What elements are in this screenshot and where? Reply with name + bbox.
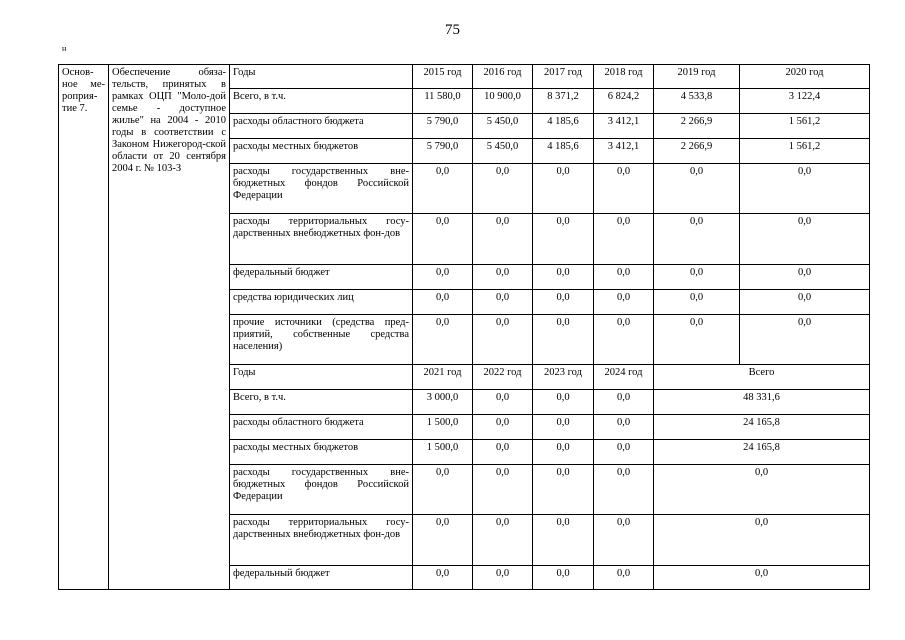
value-cell: 0,0	[594, 164, 654, 214]
value-cell: 10 900,0	[473, 89, 533, 114]
page-number: 75	[445, 22, 460, 38]
value-cell: 0,0	[740, 214, 870, 265]
row-label: расходы местных бюджетов	[230, 139, 413, 164]
value-cell: 0,0	[533, 440, 594, 465]
value-cell: 0,0	[654, 164, 740, 214]
year-header: 2023 год	[533, 365, 594, 390]
value-cell: 0,0	[473, 290, 533, 315]
value-cell: 3 000,0	[413, 390, 473, 415]
value-cell: 0,0	[473, 214, 533, 265]
value-cell: 4 185,6	[533, 114, 594, 139]
value-cell: 0,0	[654, 214, 740, 265]
year-header: 2017 год	[533, 65, 594, 89]
value-cell: 0,0	[740, 315, 870, 365]
row-label: расходы областного бюджета	[230, 415, 413, 440]
value-cell: 1 561,2	[740, 139, 870, 164]
total-cell: 48 331,6	[654, 390, 870, 415]
value-cell: 0,0	[533, 390, 594, 415]
value-cell: 5 450,0	[473, 114, 533, 139]
page-mark: н	[62, 44, 67, 53]
value-cell: 0,0	[473, 515, 533, 566]
measure-number-cell: Основ-ное ме-роприя-тие 7.	[59, 65, 109, 590]
value-cell: 0,0	[594, 214, 654, 265]
table-row	[59, 65, 870, 89]
value-cell: 0,0	[473, 315, 533, 365]
value-cell: 6 824,2	[594, 89, 654, 114]
value-cell: 1 500,0	[413, 440, 473, 465]
value-cell: 2 266,9	[654, 139, 740, 164]
value-cell: 0,0	[654, 315, 740, 365]
value-cell: 0,0	[413, 566, 473, 590]
budget-table	[58, 64, 870, 590]
value-cell: 0,0	[594, 265, 654, 290]
value-cell: 5 450,0	[473, 139, 533, 164]
row-label: федеральный бюджет	[230, 265, 413, 290]
row-label: расходы областного бюджета	[230, 114, 413, 139]
value-cell: 8 371,2	[533, 89, 594, 114]
value-cell: 11 580,0	[413, 89, 473, 114]
value-cell: 0,0	[594, 440, 654, 465]
value-cell: 5 790,0	[413, 114, 473, 139]
value-cell: 0,0	[533, 290, 594, 315]
row-label: федеральный бюджет	[230, 566, 413, 590]
row-label: Годы	[230, 65, 413, 89]
value-cell: 0,0	[413, 315, 473, 365]
value-cell: 0,0	[533, 566, 594, 590]
value-cell: 1 500,0	[413, 415, 473, 440]
value-cell: 4 533,8	[654, 89, 740, 114]
value-cell: 0,0	[473, 415, 533, 440]
total-cell: 0,0	[654, 465, 870, 515]
value-cell: 0,0	[473, 440, 533, 465]
value-cell: 5 790,0	[413, 139, 473, 164]
value-cell: 3 412,1	[594, 139, 654, 164]
value-cell: 3 122,4	[740, 89, 870, 114]
total-cell: 0,0	[654, 566, 870, 590]
total-cell: 24 165,8	[654, 440, 870, 465]
value-cell: 0,0	[594, 566, 654, 590]
value-cell: 0,0	[413, 465, 473, 515]
value-cell: 0,0	[413, 164, 473, 214]
row-label: прочие источники (средства пред-приятий, собственные средства населения)	[230, 315, 413, 365]
value-cell: 0,0	[740, 265, 870, 290]
value-cell: 2 266,9	[654, 114, 740, 139]
value-cell: 0,0	[654, 290, 740, 315]
row-label: расходы государственных вне-бюджетных фондов Российской Федерации	[230, 465, 413, 515]
value-cell: 0,0	[533, 515, 594, 566]
value-cell: 0,0	[533, 265, 594, 290]
value-cell: 0,0	[473, 465, 533, 515]
total-cell: 0,0	[654, 515, 870, 566]
year-header: 2020 год	[740, 65, 870, 89]
value-cell: 0,0	[473, 566, 533, 590]
value-cell: 3 412,1	[594, 114, 654, 139]
value-cell: 1 561,2	[740, 114, 870, 139]
row-label: Всего, в т.ч.	[230, 89, 413, 114]
year-header: 2021 год	[413, 365, 473, 390]
value-cell: 0,0	[533, 415, 594, 440]
value-cell: 0,0	[533, 214, 594, 265]
value-cell: 0,0	[473, 390, 533, 415]
value-cell: 4 185,6	[533, 139, 594, 164]
value-cell: 0,0	[594, 390, 654, 415]
value-cell: 0,0	[413, 290, 473, 315]
row-label: расходы территориальных госу-дарственных внебюджетных фон-дов	[230, 515, 413, 566]
row-label: расходы местных бюджетов	[230, 440, 413, 465]
total-header: Всего	[654, 365, 870, 390]
value-cell: 0,0	[533, 465, 594, 515]
value-cell: 0,0	[413, 515, 473, 566]
year-header: 2019 год	[654, 65, 740, 89]
row-label: средства юридических лиц	[230, 290, 413, 315]
value-cell: 0,0	[594, 465, 654, 515]
row-label: Всего, в т.ч.	[230, 390, 413, 415]
measure-description-cell: Обеспечение обяза-тельств, принятых в рамках ОЦП "Моло-дой семье - доступное жилье" на 2004 - 2010 годы в соответствии с Законом Нижегород-ской области от 20 сентября 2004 г. № 103-З	[109, 65, 230, 590]
value-cell: 0,0	[533, 315, 594, 365]
value-cell: 0,0	[654, 265, 740, 290]
value-cell: 0,0	[413, 265, 473, 290]
value-cell: 0,0	[413, 214, 473, 265]
value-cell: 0,0	[594, 315, 654, 365]
row-label: расходы государственных вне-бюджетных фондов Российской Федерации	[230, 164, 413, 214]
year-header: 2015 год	[413, 65, 473, 89]
value-cell: 0,0	[533, 164, 594, 214]
value-cell: 0,0	[473, 265, 533, 290]
value-cell: 0,0	[473, 164, 533, 214]
value-cell: 0,0	[740, 164, 870, 214]
value-cell: 0,0	[740, 290, 870, 315]
value-cell: 0,0	[594, 290, 654, 315]
year-header: 2022 год	[473, 365, 533, 390]
value-cell: 0,0	[594, 515, 654, 566]
value-cell: 0,0	[594, 415, 654, 440]
year-header: 2024 год	[594, 365, 654, 390]
total-cell: 24 165,8	[654, 415, 870, 440]
row-label: Годы	[230, 365, 413, 390]
row-label: расходы территориальных госу-дарственных внебюджетных фон-дов	[230, 214, 413, 265]
year-header: 2018 год	[594, 65, 654, 89]
year-header: 2016 год	[473, 65, 533, 89]
